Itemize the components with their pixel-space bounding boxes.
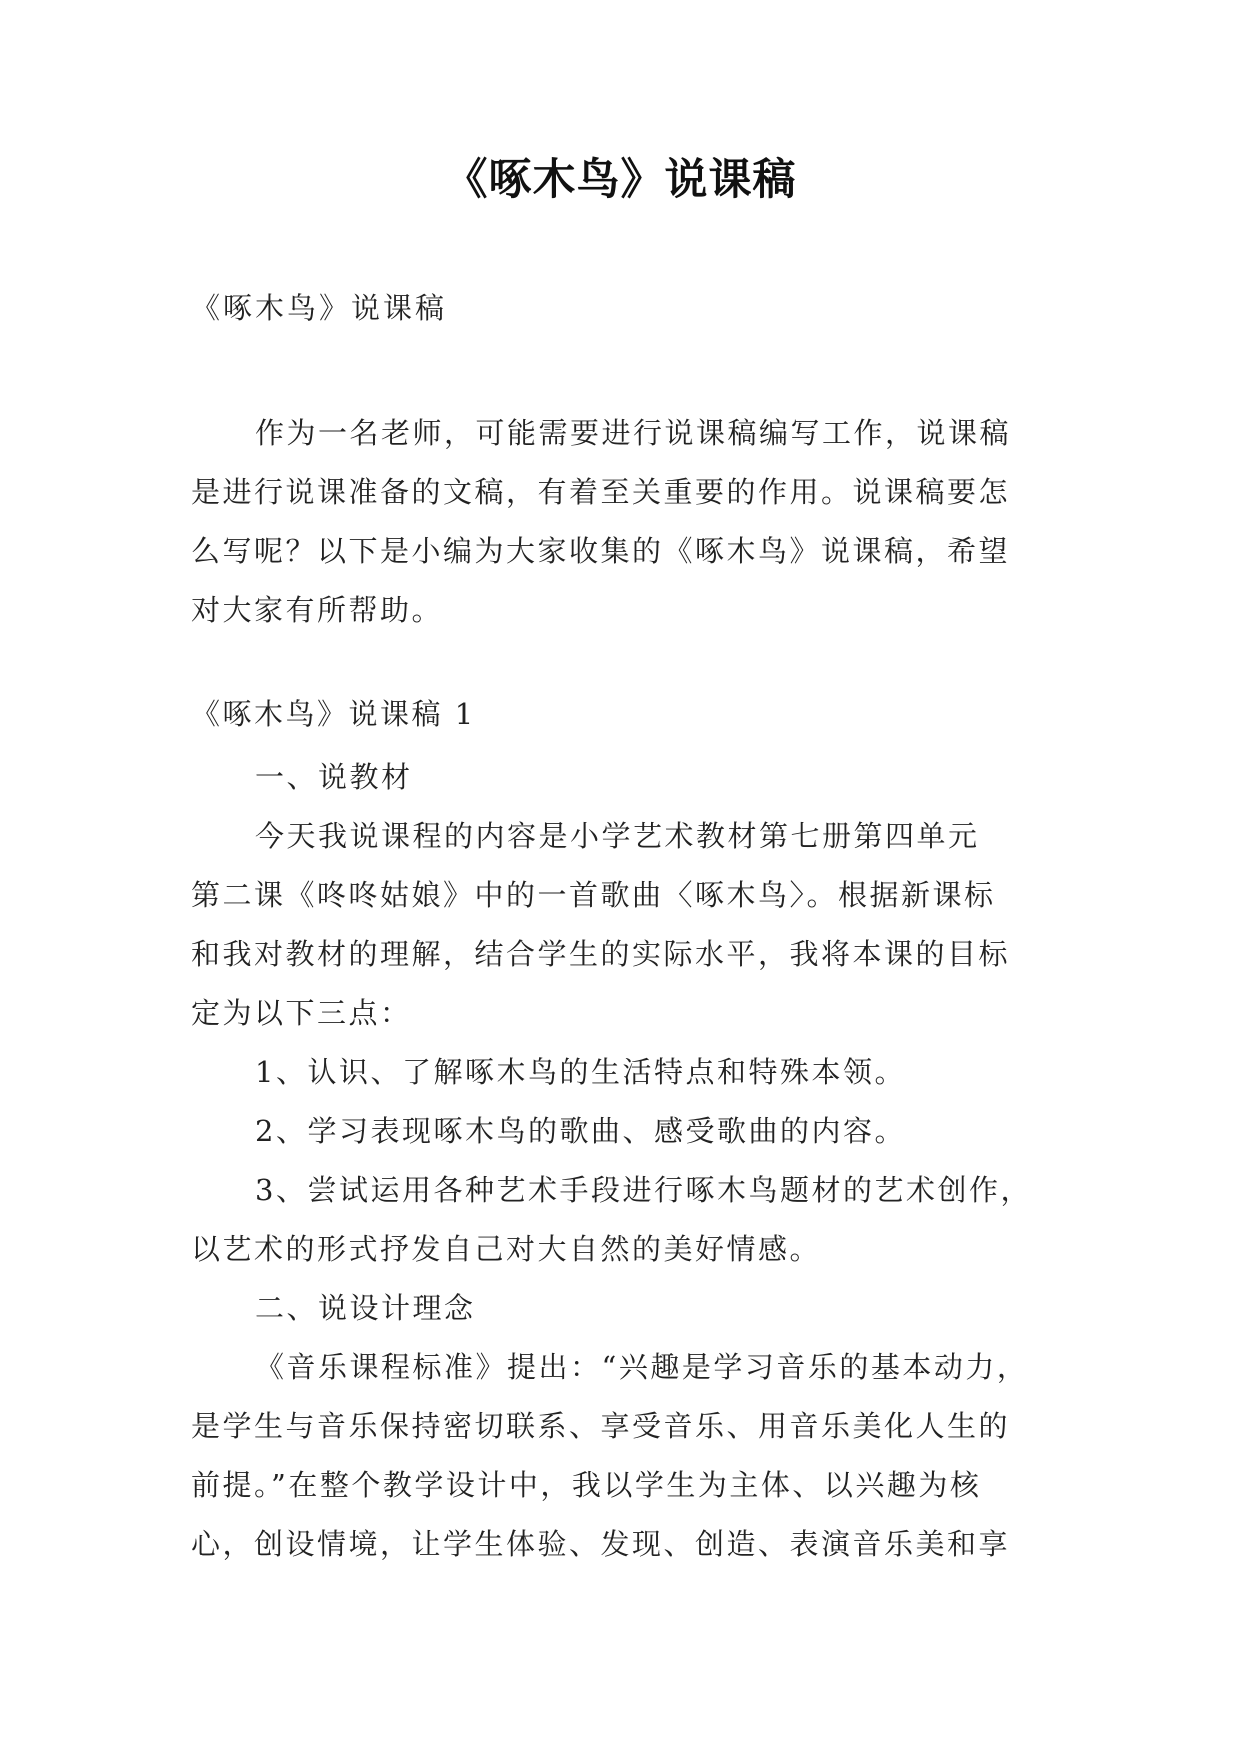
text-line: 作为一名老师，可能需要进行说课稿编写工作，说课稿 <box>255 416 1012 450</box>
section-subheading: 二、说设计理念 <box>255 1291 476 1325</box>
text-line: 《音乐课程标准》提出：“兴趣是学习音乐的基本动力， <box>255 1350 1029 1384</box>
text-line: 是学生与音乐保持密切联系、享受音乐、用音乐美化人生的 <box>191 1409 1011 1443</box>
section-1 <box>191 696 1071 1574</box>
text-line: 前提。”在整个教学设计中，我以学生为主体、以兴趣为核 <box>191 1468 982 1502</box>
text-line: 是进行说课准备的文稿，有着至关重要的作用。说课稿要怎 <box>191 475 1011 509</box>
text-line: 今天我说课程的内容是小学艺术教材第七册第四单元 <box>255 819 980 853</box>
list-item: 1、认识、了解啄木鸟的生活特点和特殊本领。 <box>255 1055 906 1089</box>
list-item: 3、尝试运用各种艺术手段进行啄木鸟题材的艺术创作， <box>255 1173 1032 1207</box>
section-heading: 《啄木鸟》说课稿 1 <box>191 697 476 731</box>
text-line: 第二课《咚咚姑娘》中的一首歌曲〈啄木鸟〉。根据新课标 <box>191 878 996 912</box>
intro-paragraph <box>191 404 1071 640</box>
list-item: 2、学习表现啄木鸟的歌曲、感受歌曲的内容。 <box>255 1114 906 1148</box>
document-title: 《啄木鸟》说课稿 <box>444 155 797 205</box>
document-subtitle: 《啄木鸟》说课稿 <box>191 291 448 325</box>
text-line: 心，创设情境，让学生体验、发现、创造、表演音乐美和享 <box>191 1527 1011 1561</box>
text-line: 对大家有所帮助。 <box>191 593 444 627</box>
section-subheading: 一、说教材 <box>255 760 413 794</box>
text-line: 定为以下三点： <box>191 996 412 1030</box>
text-line: 以艺术的形式抒发自己对大自然的美好情感。 <box>191 1232 822 1266</box>
text-line: 么写呢？以下是小编为大家收集的《啄木鸟》说课稿，希望 <box>191 534 1011 568</box>
text-line: 和我对教材的理解，结合学生的实际水平，我将本课的目标 <box>191 937 1011 971</box>
